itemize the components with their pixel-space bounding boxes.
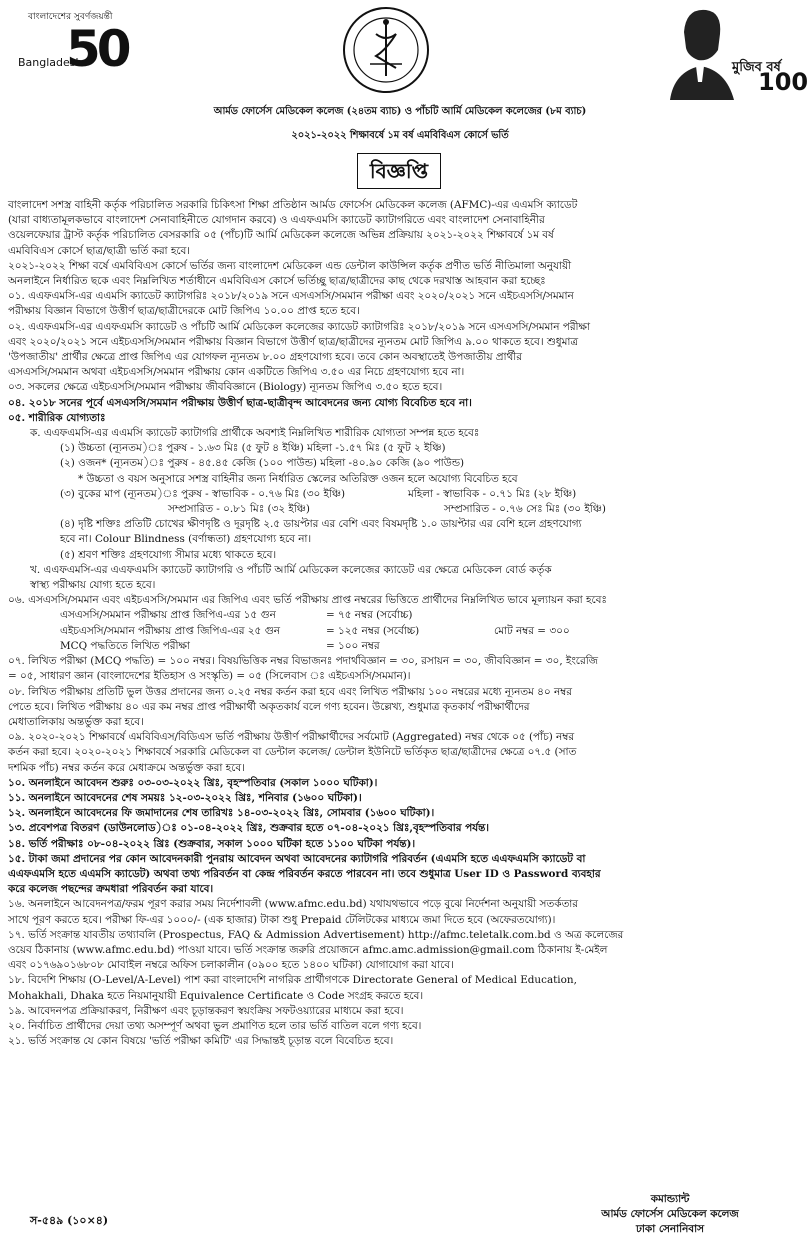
header-logos [0,0,808,100]
clause-03: ০৩. সকলের ক্ষেত্রে এইচএসসি/সমমান পরীক্ষায় জীববিজ্ঞানে (Biology) ন্যূনতম জিপিএ ৩.৫০ হতে হবে। [8,381,443,394]
intro-line: ওয়েলফেয়ার ট্রাস্ট কর্তৃক পরিচালিত বেসরকারি ০৫ (পাঁচ)টি আর্মি মেডিকেল কলেজে অভিন্ন প্রক্রিয়ায় ২০২১-২০২২ শিক্ষাবর্ষে ১ম বর্ষ [8,229,554,242]
intro-line: বাংলাদেশ সশস্ত্র বাহিনী কর্তৃক পরিচালিত সরকারি চিকিৎসা শিক্ষা প্রতিষ্ঠান আর্মড ফোর্সেস মেডিকেল কলেজ (AFMC)-এর এএমসি ক্যাডেট [8,199,578,211]
notice-label: বিজ্ঞপ্তি [357,153,441,189]
signature-org: আর্মড ফোর্সেস মেডিকেল কলেজ [601,1208,739,1220]
evaluation-row-ssc [8,608,792,623]
jubilee-logo-text-en: Bangladesh [18,56,83,69]
chest-male-expanded: সম্প্রসারিত - ০.৮১ মিঃ (৩২ ইঞ্চি) [168,503,310,516]
notice-body [8,198,792,1049]
clause-18: ১৮. বিদেশি শিক্ষায় (O-Level/A-Level) পাশ করা বাংলাদেশি নাগরিক প্রার্থীগণকে Directorate General of Medical Education, [8,974,577,987]
chest-male: (৩) বুকের মাপ (ন্যূনতম)ঃ পুরুষ - স্বাভাবিক - ০.৭৬ মিঃ (৩০ ইঞ্চি) [60,487,346,500]
portrait-icon [660,2,740,100]
clause-15-cont: এএফএমসি হতে এএমসি ক্যাডেট) অথবা তথ্য পরিবর্তন বা কেন্দ্র পরিবর্তন করতে পারবেন না। তবে শুধুমাত্র User ID ও Password ব্যবহার [8,867,601,880]
eval-hsc-label: এইচএসসি/সমমান পরীক্ষায় প্রাপ্ত জিপিএ-এর ২৫ গুন [60,624,281,637]
clause-20: ২০. নির্বাচিত প্রার্থীদের দেয়া তথ্য অসম্পূর্ণ অথবা ভুল প্রমাণিত হলে তার ভর্তি বাতিল বলে গণ্য হবে। [8,1019,422,1032]
chest-expanded-row [8,502,792,517]
clause-16-cont: সাথে পূরণ করতে হবে। পরীক্ষা ফি-এর ১০০০/- (এক হাজার) টাকা শুধু Prepaid টেলিটকের মাধ্যমে জমা দিতে হবে (অফেরতযোগ্য)। [8,913,556,926]
eval-hsc-value: = ১২৫ নম্বর (সর্বোচ্চ) [326,624,420,637]
mujib-year-logo [640,2,808,100]
jubilee-logo-number: 50 [66,20,128,78]
clause-08: ০৮. লিখিত পরীক্ষায় প্রতিটি ভুল উত্তর প্রদানের জন্য ০.২৫ নম্বর কর্তন করা হবে এবং লিখিত পরীক্ষায় ১০০ নম্বরের মধ্যে ন্যূনতম ৪০ নম্বর [8,685,573,698]
intro-line: (যারা বাধ্যতামূলকভাবে বাংলাদেশ সেনাবাহিনীতে যোগদান করবে) ও এএফএমসি ক্যাডেট ক্যাটাগরিতে এবং বাংলাদেশ সেনাবাহিনীর [8,214,545,227]
reference-code: স-৫৪৯ (১০×৪) [30,1214,109,1227]
clause-09: ০৯. ২০২০-২০২১ শিক্ষাবর্ষে এমবিবিএস/বিডিএস ভর্তি পরীক্ষায় উত্তীর্ণ পরীক্ষার্থীদের সর্বমোট (Aggregated) নম্বর থেকে ০৫ (পাঁচ) নম্বর [8,731,575,744]
clause-19: ১৯. আবেদনপত্র প্রক্রিয়াকরণ, নিরীক্ষণ এবং চূড়ান্তকরণ স্বয়ংক্রিয় সফটওয়্যারের মাধ্যমে করা হবে। [8,1004,404,1017]
clause-17-cont: ওয়েব ঠিকানায় (www.afmc.edu.bd) পাওয়া যাবে। ভর্তি সংক্রান্ত জরুরি প্রয়োজনে afmc.amc.admission@gmail.com ঠিকানায় ই-মেইল [8,943,608,956]
clause-02-cont: এবং ২০২০/২০২১ সনে এইচএসসি/সমমান পরীক্ষায় বিজ্ঞান বিভাগে উত্তীর্ণ ছাত্র/ছাত্রীদের ন্যূনতম মোট জিপিএ ৯.০০ থাকতে হবে। শুধুমাত্র [8,335,579,348]
clause-04: ০৪. ২০১৮ সনের পূর্বে এসএসসি/সমমান পরীক্ষায় উত্তীর্ণ ছাত্র-ছাত্রীবৃন্দ আবেদনের জন্য যোগ্য বিবেচিত হবে না। [8,396,472,409]
clause-15-cont: করে কলেজ পছন্দের ক্রমধারা পরিবর্তন করা যাবে। [8,883,214,896]
mujib-year-text: মুজিব বর্ষ [732,60,781,75]
eval-total: মোট নম্বর = ৩০০ [494,624,570,637]
clause-17-cont: এবং ০১৭৬৯০১৬৮০৮ মোবাইল নম্বরে অফিস চলাকালীন (০৯০০ হতে ১৪০০ ঘটিকা) যোগাযোগ করা যাবে। [8,959,454,972]
clause-13: ১৩. প্রবেশপত্র বিতরণ (ডাউনলোড)ঃ ০১-০৪-২০২২ খ্রিঃ, শুক্রবার হতে ০৭-০৪-২০২১ খ্রিঃ,বৃহস্পতিবার পর্যন্ত। [8,822,489,835]
clause-15: ১৫. টাকা জমা প্রদানের পর কোন আবেদনকারী পুনরায় আবেদন অথবা আবেদনের ক্যাটাগরি পরিবর্তন (এএমসি হতে এএফএমসি ক্যাডেট বা [8,852,586,865]
clause-09-cont: কর্তন করা হবে। ২০২০-২০২১ শিক্ষাবর্ষে সরকারি মেডিকেল বা ডেন্টাল কলেজ/ ডেন্টাল ইউনিটে ভর্তিকৃত ছাত্র/ছাত্রীদের ক্ষেত্রে ০৭.৫ (সাত [8,746,577,759]
chest-requirement-row [8,487,792,502]
signature-block [560,1192,780,1237]
jubilee-logo-text-bn: বাংলাদেশের সুবর্ণজয়ন্তী [28,12,113,22]
eval-ssc-value: = ৭৫ নম্বর (সর্বোচ্চ) [326,609,413,622]
clause-02-cont: এসএসসি/সমমান অথবা এইচএসসি/সমমান পরীক্ষায় কোন একটিতে জিপিএ ৩.৫০ এর নিচে গ্রহণযোগ্য হবে না। [8,366,465,379]
clause-06: ০৬. এসএসসি/সমমান এবং এইচএসসি/সমমান এর জিপিএ এবং ভর্তি পরীক্ষায় প্রাপ্ত নম্বরের ভিত্তিতে প্রার্থীদের নিম্নলিখিত ভাবে মূল্যায়ন করা হবেঃ [8,594,607,607]
clause-05-kha-cont: স্বাস্থ্য পরীক্ষায় যোগ্য হতে হবে। [30,579,156,592]
intro-line: অনলাইনে নির্ধারিত ছকে এবং নিম্নলিখিত শর্তাধীনে এমবিবিএস কোর্সে ভর্তিচ্ছু ছাত্র/ছাত্রীদের কাছ থেকে দরখাস্ত আহবান করা হচ্ছেঃ [8,275,546,288]
clause-11: ১১. অনলাইনে আবেদনের শেষ সময়ঃ ১২-০৩-২০২২ খ্রিঃ, শনিবার (১৬০০ ঘটিকা)। [8,791,362,804]
clause-05-ka: ক. এএফএমসি-এর এএমসি ক্যাডেট ক্যাটাগরি প্রার্থীকে অবশ্যই নিম্নলিখিত শারীরিক যোগ্যতা সম্পন্ন হতে হবেঃ [30,427,480,440]
clause-01: ০১. এএফএমসি-এর এএমসি ক্যাডেট ক্যাটাগরিঃ ২০১৮/২০১৯ সনে এসএসসি/সমমান পরীক্ষা এবং ২০২০/২০২১ সনে এইচএসসি/সমমান [8,290,574,303]
clause-12: ১২. অনলাইনে আবেদনের ফি জমাদানের শেষ তারিখঃ ১৪-০৩-২০২২ খ্রিঃ, সোমবার (১৬০০ ঘটিকা)। [8,807,435,820]
eval-mcq-value: = ১০০ নম্বর [326,639,380,652]
clause-02-cont: 'উপজাতীয়' প্রার্থীর ক্ষেত্রে প্রাপ্ত জিপিএ এর যোগফল ন্যূনতম ৮.০০ গ্রহণযোগ্য হবে। তবে কোন অবস্থাতেই উপজাতীয় প্রার্থীর [8,351,522,364]
height-requirement: (১) উচ্চতা (ন্যূনতম)ঃ পুরুষ - ১.৬৩ মিঃ (৫ ফুট ৪ ইঞ্চি) মহিলা -১.৫৭ মিঃ (৫ ফুট ২ ইঞ্চি) [60,442,446,455]
intro-line: ২০২১-২০২২ শিক্ষা বর্ষে এমবিবিএস কোর্সে ভর্তির জন্য বাংলাদেশ মেডিকেল এন্ড ডেন্টাল কাউন্সিল কর্তৃক প্রণীত ভর্তি নীতিমালা অনুযায়ী [8,259,572,272]
clause-05-kha: খ. এএফএমসি-এর এএফএমসি ক্যাডেট ক্যাটাগরি ও পাঁচটি আর্মি মেডিকেল কলেজের ক্যাডেট এর ক্ষেত্রে মেডিকেল বোর্ড কর্তৃক [30,563,552,576]
hearing-requirement: (৫) শ্রবণ শক্তিঃ গ্রহণযোগ্য সীমার মধ্যে থাকতে হবে। [60,548,277,561]
eval-ssc-label: এসএসসি/সমমান পরীক্ষায় প্রাপ্ত জিপিএ-এর ১৫ গুন [60,609,276,622]
clause-09-cont: দশমিক পাঁচ) নম্বর কর্তন করে মেধাক্রমে অন্তর্ভুক্ত করা হবে। [8,761,245,774]
weight-note: * উচ্চতা ও বয়স অনুসারে সশস্ত্র বাহিনীর জন্য নির্ধারিত স্কেলের অতিরিক্ত ওজন হলে অযোগ্য বিবেচিত হবে [78,472,518,485]
evaluation-row-hsc [8,624,792,639]
eyesight-requirement: (৪) দৃষ্টি শক্তিঃ প্রতিটি চোখের ক্ষীণদৃষ্টি ও দূরদৃষ্টি ২.৫ ডায়প্টার এর বেশি এবং বিষমদৃষ্টি ১.০ ডায়প্টার এর বেশি হলে গ্রহণযোগ্য [60,518,582,531]
clause-08-cont: পেতে হবে। লিখিত পরীক্ষায় ৪০ এর কম নম্বর প্রাপ্ত পরীক্ষার্থী অকৃতকার্য বলে গণ্য হবেন। উল্লেখ্য, শুধুমাত্র কৃতকার্য পরীক্ষার্থীদের [8,700,530,713]
clause-08-cont: মেধাতালিকায় অন্তর্ভুক্ত করা হবে। [8,715,144,728]
clause-14: ১৪. ভর্তি পরীক্ষাঃ ০৮-০৪-২০২২ খ্রিঃ (শুক্রবার, সকাল ১০০০ ঘটিকা হতে ১১০০ ঘটিকা পর্যন্ত)। [8,837,416,850]
clause-18-cont: Mohakhali, Dhaka হতে নিয়মানুযায়ী Equivalence Certificate ও Code সংগ্রহ করতে হবে। [8,989,424,1002]
eval-mcq-label: MCQ পদ্ধতিতে লিখিত পরীক্ষা [60,639,190,652]
notice-title-line2: ২০২১-২০২২ শিক্ষাবর্ষে ১ম বর্ষ এমবিবিএস কোর্সে ভর্তি [291,130,509,141]
chest-female-expanded: সম্প্রসারিত - ০.৭৬ সেঃ মিঃ (৩০ ইঞ্চি) [444,503,606,516]
clause-21: ২১. ভর্তি সংক্রান্ত যে কোন বিষয়ে 'ভর্তি পরীক্ষা কমিটি' এর সিদ্ধান্তই চূড়ান্ত বলে বিবেচিত হবে। [8,1035,394,1048]
clause-05: ০৫. শারীরিক যোগ্যতাঃ [8,411,106,424]
eyesight-requirement-cont: হবে না। Colour Blindness (বর্ণান্ধতা) গ্রহণযোগ্য হবে না। [60,533,312,546]
mujib-year-number: 100 [758,68,808,96]
clause-02: ০২. এএফএমসি-এর এএফএমসি ক্যাডেট ও পাঁচটি আর্মি মেডিকেল কলেজের ক্যাডেট ক্যাটাগরিঃ ২০১৮/২০১৯ সনে এসএসসি/সমমান পরীক্ষা [8,320,590,333]
signature-place: ঢাকা সেনানিবাস [636,1223,704,1235]
clause-01-cont: পরীক্ষায় বিজ্ঞান বিভাগে উত্তীর্ণ ছাত্র/ছাত্রীদেরকে মোট জিপিএ ১০.০০ প্রাপ্ত হতে হবে। [8,305,360,318]
clause-07-cont: = ০৫, সাধারণ জ্ঞান (বাংলাদেশের ইতিহাস ও সংস্কৃতি) = ০৫ (সিলেবাস ঃ এইচএসসি/সমমান)। [8,670,411,683]
intro-line: এমবিবিএস কোর্সে ছাত্র/ছাত্রী ভর্তি করা হবে। [8,244,191,257]
clause-10: ১০. অনলাইনে আবেদন শুরুঃ ০৩-০৩-২০২২ খ্রিঃ, বৃহস্পতিবার (সকাল ১০০০ ঘটিকা)। [8,776,378,789]
signature-title: কমান্ড্যান্ট [650,1193,690,1205]
clause-07: ০৭. লিখিত পরীক্ষা (MCQ পদ্ধতি) = ১০০ নম্বর। বিষয়ভিত্তিক নম্বর বিভাজনঃ পদার্থবিজ্ঞান = ৩০, রসায়ন = ৩০, জীববিজ্ঞান = ৩০, ইংরেজি [8,655,598,668]
weight-requirement: (২) ওজন* (ন্যূনতম)ঃ পুরুষ - ৪৫.৪৫ কেজি (১০০ পাউন্ড) মহিলা -৪০.৯০ কেজি (৯০ পাউন্ড) [60,457,465,470]
afmc-emblem-icon [340,4,432,96]
notice-title-line1: আর্মড ফোর্সেস মেডিকেল কলেজ (২৪তম ব্যাচ) ও পাঁচটি আর্মি মেডিকেল কলেজের (৮ম ব্যাচ) [213,106,587,117]
chest-female: মহিলা - স্বাভাবিক - ০.৭১ মিঃ (২৮ ইঞ্চি) [408,487,577,500]
evaluation-row-mcq [8,639,792,654]
golden-jubilee-logo [6,12,128,92]
clause-16: ১৬. অনলাইনে আবেদনপত্র/ফরম পূরণ করার সময় নির্দেশাবলী (www.afmc.edu.bd) যথাযথভাবে পড়ে বুঝে নির্দেশনা অনুযায়ী সতর্কতার [8,898,578,911]
clause-17: ১৭. ভর্তি সংক্রান্ত যাবতীয় তথ্যাবলি (Prospectus, FAQ & Admission Advertisement) http://afmc.teletalk.com.bd ও অত্র কলেজের [8,928,624,941]
